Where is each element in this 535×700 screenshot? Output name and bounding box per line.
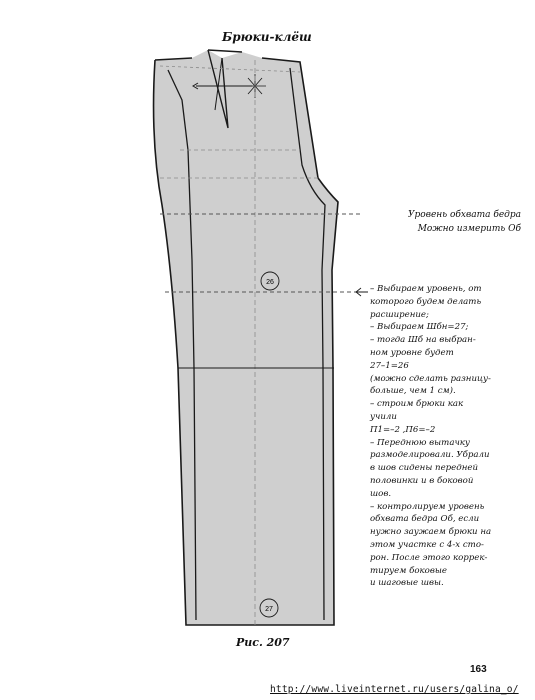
step-line: – Выбираем уровень, от xyxy=(370,284,482,294)
step-line: в шов сидены передней xyxy=(370,463,478,474)
step-line: рон. После этого коррек- xyxy=(370,552,488,563)
step-line: – Выбираем Шбн=27; xyxy=(370,322,469,333)
marker-27-label: 27 xyxy=(265,606,273,613)
step-line: которого будем делать xyxy=(370,296,482,307)
flare-pointer-arrow xyxy=(356,288,368,296)
step-line: обхвата бедра Об, если xyxy=(370,514,480,525)
hip-level-note xyxy=(346,208,521,236)
step-line: – тогда Шб на выбран- xyxy=(370,335,476,346)
step-line: расширение; xyxy=(370,309,429,320)
step-line: учили xyxy=(370,411,397,422)
step-line: (можно сделать разницу- xyxy=(370,373,491,384)
step-line: половинки и в боковой xyxy=(370,475,474,486)
step-line: и шаговые швы. xyxy=(370,578,444,589)
figure-title: Брюки-клёш xyxy=(222,30,312,44)
step-line: – контролируем уровень xyxy=(370,501,485,512)
hip-level-line2: Можно измерить Об xyxy=(417,224,521,234)
step-line: ном уровне будет xyxy=(370,347,454,358)
step-line: П1=–2 ,П6=–2 xyxy=(370,424,436,435)
marker-26-label: 26 xyxy=(266,279,274,286)
step-line: – Переднюю вытачку xyxy=(370,437,470,448)
step-line: нужно заужаем брюки на xyxy=(370,527,492,538)
step-line: 27–1=26 xyxy=(370,360,409,371)
step-line: – строим брюки как xyxy=(370,399,464,410)
figure-caption: Рис. 207 xyxy=(236,636,290,649)
step-line: больше, чем 1 см). xyxy=(370,386,456,397)
page-number: 163 xyxy=(470,664,487,675)
hip-level-line1: Уровень обхвата бедра xyxy=(408,210,521,220)
source-url-link[interactable]: http://www.liveinternet.ru/users/galina_o/ xyxy=(270,684,519,695)
construction-steps xyxy=(370,283,510,590)
step-line: тируем боковые xyxy=(370,565,447,576)
pattern-fill xyxy=(154,50,338,625)
step-line: этом участке с 4-х сто- xyxy=(370,539,484,550)
step-line: размоделировали. Убрали xyxy=(370,450,490,461)
step-line: шов. xyxy=(370,488,392,499)
